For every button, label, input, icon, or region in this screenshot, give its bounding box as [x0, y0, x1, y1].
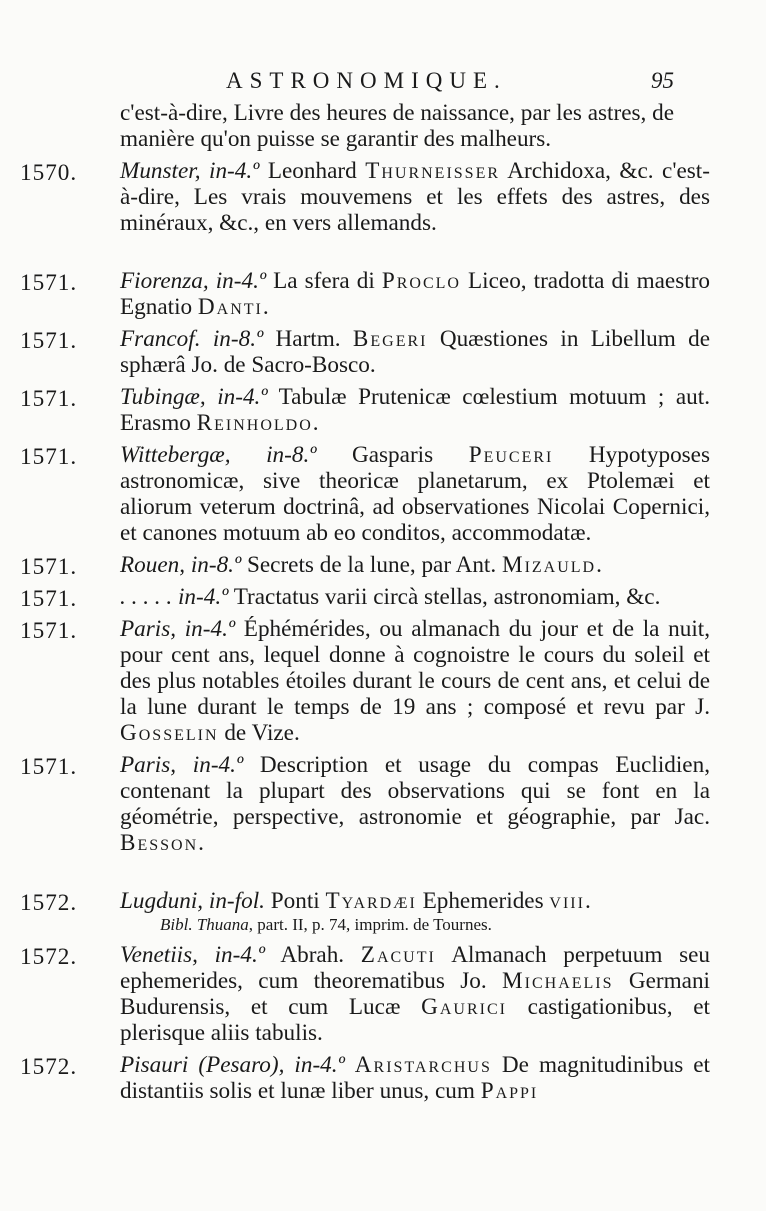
entry-text: Hypotyposes astronomicæ, sive theoricæ planetarum, ex Ptolemæi et aliorum veterum doctrinâ, ad observationes Nicolai Copernici, et canones motuum ab eo conditos, accommodatæ.: [120, 442, 710, 546]
entry-author: Proclo: [381, 268, 461, 294]
bibliography-entry: [20, 888, 710, 914]
entry-text: .: [198, 830, 204, 856]
entry-text: De magnitudinibus et distantiis solis et lunæ liber unus, cum: [120, 1052, 710, 1104]
entry-place: Rouen, in-8.º: [120, 552, 242, 578]
bibliography-body: [20, 100, 710, 1110]
entry-place: Lugduni, in-fol.: [120, 888, 265, 914]
entry-text: Tractatus varii circà stellas, astronomiam, &c.: [228, 584, 661, 610]
entry-place: . . . . . in-4.º: [120, 584, 229, 610]
running-head: [0, 66, 766, 96]
bibliography-entry: [20, 384, 710, 436]
entry-text: La sfera di: [266, 268, 382, 294]
entry-numeral: viii: [549, 888, 585, 914]
bibliography-entry: [20, 552, 710, 578]
entry-author: Reinholdo: [196, 410, 313, 436]
entry-text: .: [262, 294, 269, 320]
entry-year: 1571.: [20, 270, 78, 296]
entry-author: Mizauld: [501, 552, 597, 578]
reference-note: [20, 914, 710, 936]
bibliography-entry: [20, 1052, 710, 1104]
entry-text: Secrets de la lune, par Ant.: [241, 552, 502, 578]
bibliography-entry: [20, 616, 710, 746]
entry-place: Pisauri (Pesaro), in-4.º: [120, 1052, 345, 1078]
entry-text: Abrah.: [264, 942, 361, 968]
entry-text: Ponti: [264, 888, 326, 914]
bibliography-entry: [20, 442, 710, 546]
entry-place: Wittebergæ, in-8.º: [120, 442, 317, 468]
entry-place: Munster, in-4.º: [120, 158, 260, 184]
entry-year: 1571.: [20, 386, 78, 412]
entry-text: de Vize.: [218, 720, 300, 746]
entry-text: Almanach perpetuum seu ephemerides, cum theorematibus Jo.: [120, 942, 710, 994]
entry-author: Michaelis: [502, 968, 614, 994]
bibliography-entry: [20, 326, 710, 378]
entry-author: Tyardæi: [325, 888, 417, 914]
continuation-text: c'est-à-dire, Livre des heures de naissance, par les astres, de manière qu'on puisse se garantir des malheurs.: [120, 100, 674, 152]
running-title: ASTRONOMIQUE.: [226, 68, 507, 93]
entry-author: Begeri: [352, 326, 428, 352]
bibliography-entry: [20, 942, 710, 1046]
bibliography-entry: [20, 584, 710, 610]
entry-text: .: [584, 888, 591, 914]
entry-text: [345, 1052, 355, 1078]
entry-year: 1571.: [20, 554, 78, 580]
entry-text: Germani Budurensis, et cum Lucæ: [120, 968, 710, 1020]
entry-author: Danti: [197, 294, 263, 320]
section-gap: [20, 242, 710, 268]
bibliography-entry: [20, 752, 710, 856]
entry-year: 1571.: [20, 618, 78, 644]
entry-author: Pappi: [480, 1078, 539, 1104]
entry-year: 1572.: [20, 890, 78, 916]
entry-text: Quæstiones in Libellum de sphærâ Jo. de Sacro-Bosco.: [120, 326, 710, 378]
bibliography-entry: [20, 158, 710, 236]
entry-year: 1572.: [20, 944, 78, 970]
entry-author: Gaurici: [421, 994, 507, 1020]
entry-text: Tabulæ Prutenicæ cœlestium motuum ; aut. Erasmo: [120, 384, 710, 436]
entry-place: Venetiis, in-4.º: [120, 942, 265, 968]
entry-year: 1570.: [20, 160, 78, 186]
entry-text: Archidoxa, &c. c'est-à-dire, Les vrais mouvemens et les effets des astres, des minéraux, &c., en vers allemands.: [120, 158, 710, 236]
page-number: 95: [651, 68, 674, 93]
entry-text: .: [596, 552, 602, 578]
entry-author: Peuceri: [468, 442, 554, 468]
entry-text: Leonhard: [259, 158, 366, 184]
entry-author: Thurneisser: [365, 158, 501, 184]
entry-text: Ephemerides: [416, 888, 550, 914]
note-source: Bibl. Thuana: [160, 915, 249, 934]
entry-place: Paris, in-4.º: [120, 752, 244, 778]
entry-year: 1572.: [20, 1054, 78, 1080]
note-text: , part. II, p. 74, imprim. de Tournes.: [248, 915, 492, 934]
entry-year: 1571.: [20, 754, 78, 780]
entry-place: Francof. in-8.º: [120, 326, 264, 352]
entry-text: Gasparis: [316, 442, 469, 468]
entry-place: Fiorenza, in-4.º: [120, 268, 267, 294]
section-gap: [20, 862, 710, 888]
entry-author: Aristarchus: [354, 1052, 492, 1078]
entry-text: Hartm.: [263, 326, 353, 352]
entry-author: Gosselin: [120, 720, 219, 746]
entry-year: 1571.: [20, 586, 78, 612]
entry-author: Besson: [120, 830, 199, 856]
bibliography-entry: [20, 268, 710, 320]
entry-place: Paris, in-4.º: [120, 616, 236, 642]
entry-text: castigationibus, et plerisque aliis tabulis.: [120, 994, 710, 1046]
entry-year: 1571.: [20, 328, 78, 354]
entry-year: 1571.: [20, 444, 78, 470]
entry-place: Tubingæ, in-4.º: [120, 384, 268, 410]
entry-text: .: [312, 410, 319, 436]
entry-text: Liceo, tradotta di maestro Egnatio: [120, 268, 711, 320]
entry-text: Description et usage du compas Euclidien, contenant la plupart des observations qui se font en la géométrie, perspective, astronomie et géographie, par Jac.: [120, 752, 710, 830]
entry-text: Éphémérides, ou almanach du jour et de la nuit, pour cent ans, lequel donne à cognoistre le cours du soleil et des plus notables étoiles durant le cours de cent ans, et celui de la lune durant le temps de 19 ans ; composé et revu par J.: [120, 616, 711, 720]
entry-author: Zacuti: [360, 942, 436, 968]
